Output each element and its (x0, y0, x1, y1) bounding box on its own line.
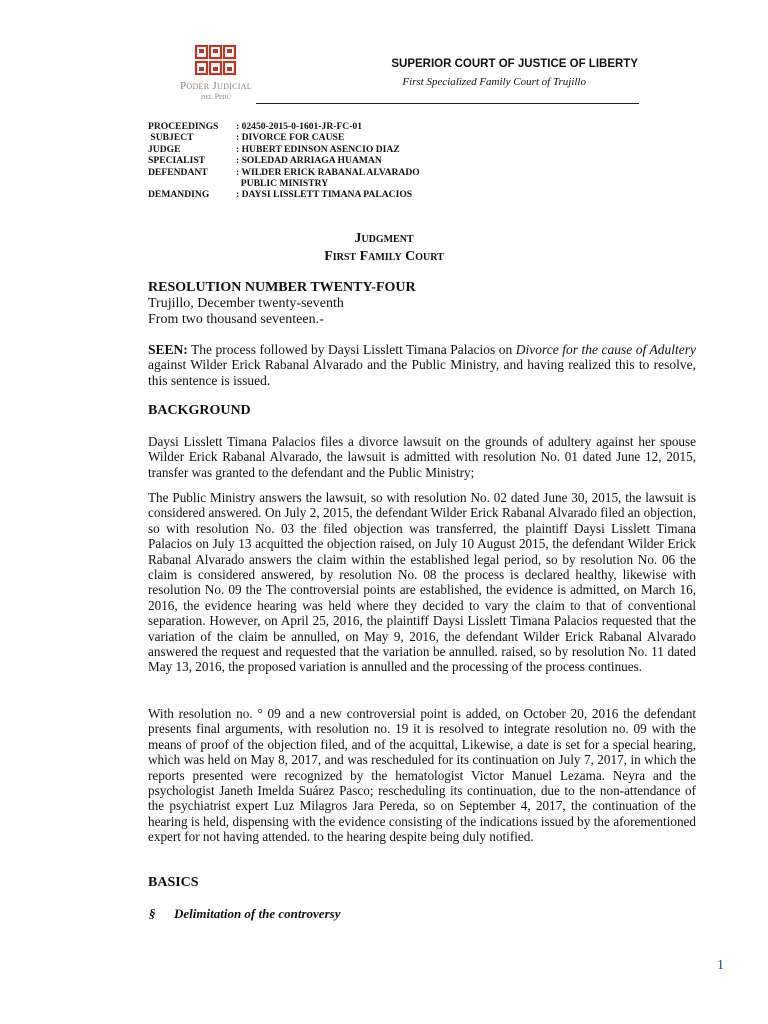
case-info-label: DEMANDING (148, 189, 210, 201)
case-info-row (148, 189, 420, 200)
court-title: First Family Court (324, 249, 444, 264)
case-info-label (148, 178, 236, 189)
seen-text-start: The process followed by Daysi Lisslett Timana Palacios on (187, 342, 516, 357)
document-title: Judgment (354, 231, 414, 246)
seen-text-italic: Divorce for the cause of Adultery (515, 342, 696, 357)
case-info-value: : 02450-2015-0-1601-JR-FC-01 (236, 121, 363, 132)
case-info-row (148, 155, 420, 166)
case-info-row (148, 178, 420, 189)
seen-text-end: against Wilder Erick Rabanal Alvarado and the Public Ministry, and having realized this to resolve, this sentence is issued. (148, 357, 696, 388)
resolution-place-date: Trujillo, December twenty-seventh (148, 296, 344, 311)
case-info-label: DEFENDANT (148, 166, 208, 178)
court-subtitle: First Specialized Family Court of Trujillo (402, 76, 586, 88)
judiciary-logo (178, 44, 254, 101)
section-mark: § (149, 906, 156, 921)
case-info-row (148, 167, 420, 178)
resolution-heading: RESOLUTION NUMBER TWENTY-FOUR (148, 280, 416, 295)
court-name: SUPERIOR COURT OF JUSTICE OF LIBERTY (391, 58, 638, 70)
case-info-row (148, 144, 420, 155)
logo-text-main: Poder Judicial (179, 80, 252, 92)
resolution-year: From two thousand seventeen.- (148, 312, 324, 327)
case-info-row (148, 121, 420, 132)
case-info-value: : DIVORCE FOR CAUSE (236, 132, 345, 144)
case-info-label: JUDGE (148, 143, 181, 155)
case-info-label: SPECIALIST (148, 155, 206, 167)
background-paragraph-3: With resolution no. ° 09 and a new controversial point is added, on October 20, 2016 the defendant presents final arguments, with resolution no. 19 it is resolved to integrate resolution no. 09 with the means of proof of the objection filed, and of the acquittal, Likewise, a date is set for a special hearing, which was held on May 8, 2017, and was rescheduled for its continuation on July 7, 2017, in which the reports presented were recognized by the hematologist Victor Manuel Lezama. Neyra and the psychologist Janeth Imelda Suárez Pasco; rescheduling its continuation, due to the non-attendance of the psychiatrist expert Luz Milagros Jara Pereda, so on September 4, 2017, the continuation of the hearing is held, dispensing with the evidence consisting of the indications issued by the aforementioned expert for not having attended. to the hearing despite being duly notified. (148, 706, 696, 845)
case-info-value: PUBLIC MINISTRY (236, 178, 329, 190)
case-info-value: : SOLEDAD ARRIAGA HUAMAN (236, 155, 382, 167)
seen-paragraph (148, 342, 696, 388)
case-info-value: : WILDER ERICK RABANAL ALVARADO (236, 166, 420, 178)
background-heading: BACKGROUND (148, 403, 251, 418)
background-paragraph-2: The Public Ministry answers the lawsuit, so with resolution No. 02 dated June 30, 2015, the lawsuit is considered answered. On July 2, 2015, the defendant Wilder Erick Rabanal Alvarado filed an objection, so with resolution No. 03 the filed objection was transferred, the plaintiff Daysi Lisslett Timana Palacios on July 13 acquitted the objection raised, on July 10 August 2015, the defendant Wilder Erick Rabanal Alvarado answers the claim within the established legal period, so by resolution No. 06 the claim is considered answered, by resolution No. 08 the process is declared healthy, likewise with resolution No. 09 the The controversial points are established, the evidence is admitted, on March 16, 2016, the evidence hearing was held where they decided to vary the claim to that of conventional separation. However, on April 25, 2016, the plaintiff Daysi Lisslett Timana Palacios requested that the variation of the claim be annulled, on May 9, 2016, the defendant Wilder Erick Rabanal Alvarado answered the request and requested that the variation be annulled. raised, so by resolution No. 11 dated May 13, 2016, the proposed variation is annulled and the processing of the process continues. (148, 490, 696, 675)
seen-label: SEEN: (148, 342, 188, 357)
case-info-label: PROCEEDINGS (148, 121, 219, 132)
case-info-label: SUBJECT (148, 132, 194, 144)
case-info (148, 121, 420, 201)
page-number: 1 (717, 958, 724, 973)
header-divider (256, 103, 639, 104)
case-info-row (148, 132, 420, 143)
section-title: Delimitation of the controversy (174, 906, 341, 921)
background-paragraph-1: Daysi Lisslett Timana Palacios files a divorce lawsuit on the grounds of adultery against her spouse Wilder Erick Rabanal Alvarado, the lawsuit is admitted with resolution No. 01 dated June 12, 2015, transfer was granted to the defendant and the Public Ministry; (148, 434, 696, 480)
case-info-value: : HUBERT EDINSON ASENCIO DIAZ (236, 143, 400, 155)
basics-heading: BASICS (148, 875, 199, 890)
judiciary-emblem-icon (194, 44, 238, 76)
case-info-value: : DAYSI LISSLETT TIMANA PALACIOS (236, 189, 413, 201)
logo-text-sub: del Perú (200, 92, 232, 101)
